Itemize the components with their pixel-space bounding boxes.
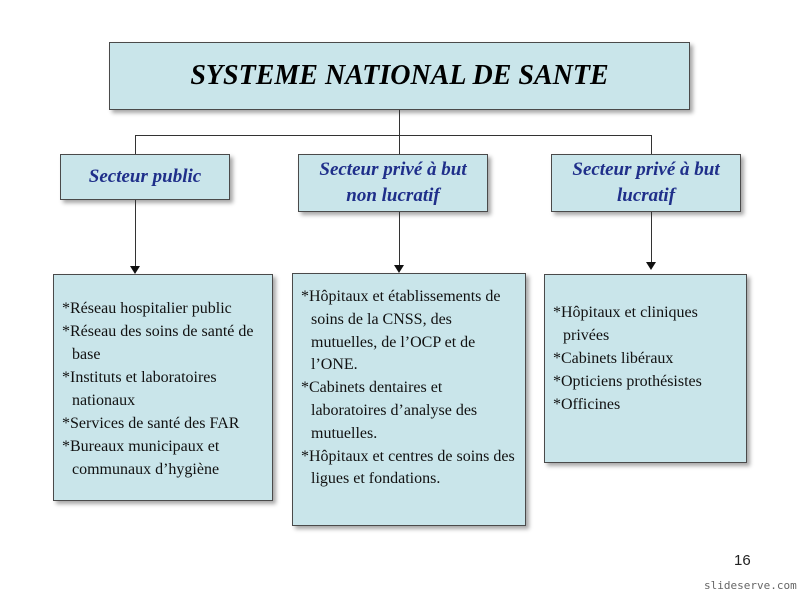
sector-box-public: [60, 154, 230, 200]
title-box: [109, 42, 690, 110]
list-item: *Bureaux municipaux et communaux d’hygiène: [62, 438, 220, 478]
arrow-head-nonprofit: [394, 265, 404, 273]
list-item: *Réseau des soins de santé de base: [62, 323, 254, 363]
detail-box-public: [53, 274, 273, 501]
detail-box-nonprofit: [292, 273, 526, 526]
connector-to-profit: [651, 135, 652, 154]
connector-to-public: [135, 135, 136, 154]
detail-list-profit: [553, 301, 738, 416]
sector-box-nonprofit: [298, 154, 488, 212]
detail-list-nonprofit: [301, 286, 517, 491]
connector-to-nonprofit: [399, 135, 400, 154]
list-item: *Cabinets libéraux: [553, 350, 674, 367]
list-item: *Hôpitaux et cliniques privées: [553, 304, 698, 344]
arrow-head-public: [130, 266, 140, 274]
sector-box-profit: [551, 154, 741, 212]
arrow-head-profit: [646, 262, 656, 270]
list-item: *Réseau hospitalier public: [62, 300, 232, 317]
list-item: *Services de santé des FAR: [62, 415, 240, 432]
arrow-line-nonprofit: [399, 212, 400, 265]
detail-list-public: [62, 297, 264, 481]
list-item: *Opticiens prothésistes: [553, 373, 702, 390]
list-item: *Hôpitaux et centres de soins des ligues et fondations.: [301, 447, 515, 488]
connector-horizontal: [135, 135, 652, 136]
sector-label-public: Secteur public: [88, 166, 202, 187]
list-item: *Instituts et laboratoires nationaux: [62, 369, 217, 409]
page-number: 16: [734, 552, 751, 569]
detail-box-profit: [544, 274, 747, 463]
sector-label-nonprofit: Secteur privé à but non lucratif: [319, 159, 467, 206]
arrow-line-public: [135, 200, 136, 266]
arrow-line-profit: [651, 212, 652, 266]
list-item: *Officines: [553, 396, 621, 413]
connector-title-down: [399, 110, 400, 136]
watermark-text: slideserve.com: [704, 579, 797, 592]
list-item: *Cabinets dentaires et laboratoires d’analyse des mutuelles.: [301, 379, 478, 442]
sector-label-profit: Secteur privé à but lucratif: [572, 159, 720, 206]
diagram-title: SYSTEME NATIONAL DE SANTE: [190, 60, 609, 91]
list-item: *Hôpitaux et établissements de soins de la CNSS, des mutuelles, de l’OCP et de l’ONE.: [301, 288, 501, 374]
